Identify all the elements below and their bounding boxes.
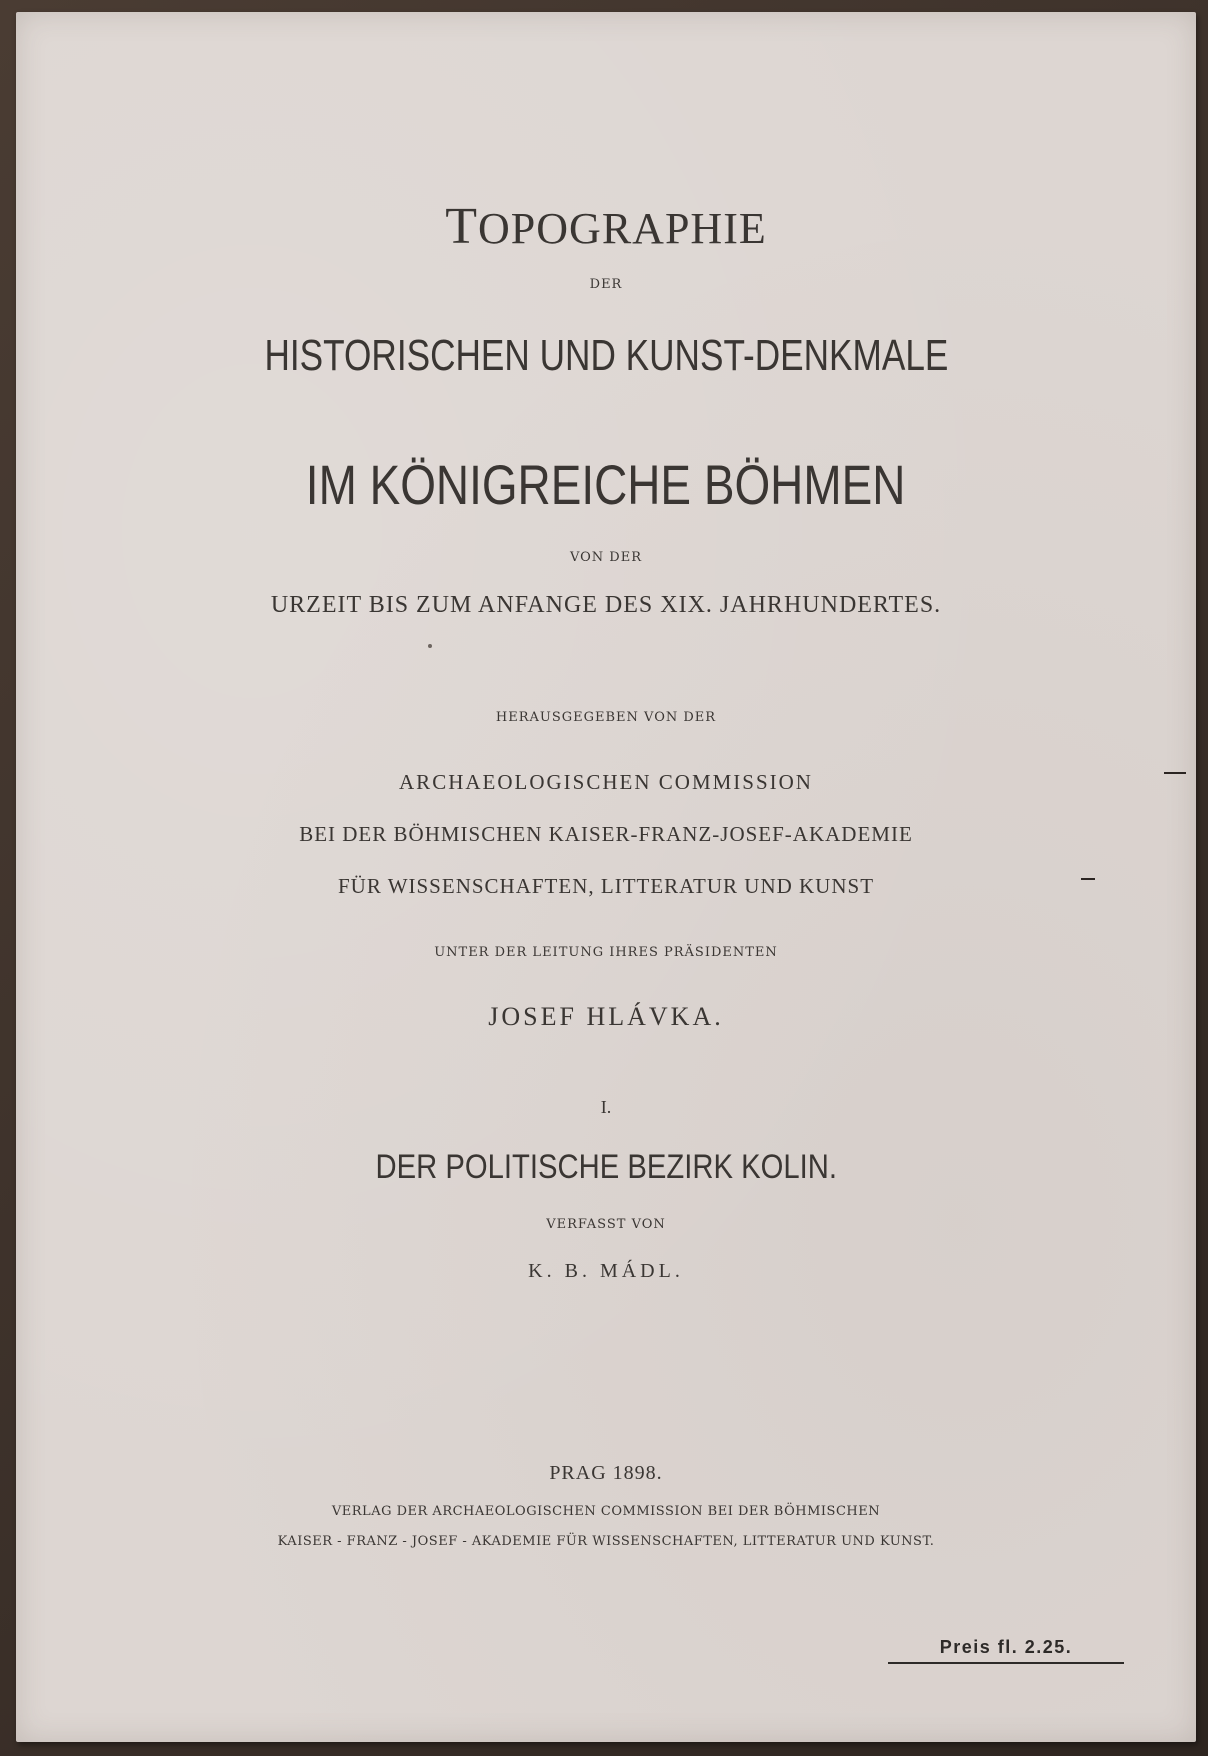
president-name: JOSEF HLÁVKA. [488,1002,724,1031]
commission-line-2: BEI DER BÖHMISCHEN KAISER-FRANZ-JOSEF-AKADEMIE [299,822,913,846]
commission-line-1: ARCHAEOLOGISCHEN COMMISSION [399,770,813,794]
page-title [16,197,1196,256]
title-page [16,12,1196,1742]
herausgegeben-line: HERAUSGEGEBEN VON DER [495,710,717,725]
subtitle [16,330,1196,381]
imprint-publisher-line-1: VERLAG DER ARCHAEOLOGISCHEN COMMISSION BEI DER BÖHMISCHEN [331,1504,881,1519]
imprint-place-year: PRAG 1898. [549,1462,663,1484]
commission-line-3: FÜR WISSENSCHAFTEN, LITTERATUR UND KUNST [337,874,875,898]
region-heading [16,452,1196,518]
edge-mark-1 [1164,772,1186,774]
volume-title-text: DER POLITISCHE BEZIRK KOLIN. [375,1148,837,1186]
title-connector-der: DER [589,277,623,292]
region-heading-text: IM KÖNIGREICHE BÖHMEN [306,453,906,516]
subtitle-text: HISTORISCHEN UND KUNST-DENKMALE [264,331,948,380]
imprint-publisher-line-2: KAISER - FRANZ - JOSEF - AKADEMIE FÜR WISSENSCHAFTEN, LITTERATUR UND KUNST. [277,1534,935,1549]
title-rest: OPOGRAPHIE [478,204,767,253]
paper-speck [428,644,432,648]
edge-mark-2 [1081,878,1095,880]
verfasst-line: VERFASST VON [546,1217,666,1232]
leitung-line: UNTER DER LEITUNG IHRES PRÄSIDENTEN [434,945,778,960]
volume-number: I. [600,1097,612,1117]
period-line: URZEIT BIS ZUM ANFANGE DES XIX. JAHRHUNDERTES. [270,592,942,618]
title-initial: T [445,198,479,255]
von-der-connector: VON DER [569,550,643,565]
author-name: K. B. MÁDL. [528,1260,684,1282]
price-label: Preis fl. 2.25. [888,1637,1124,1664]
volume-title [16,1147,1196,1187]
